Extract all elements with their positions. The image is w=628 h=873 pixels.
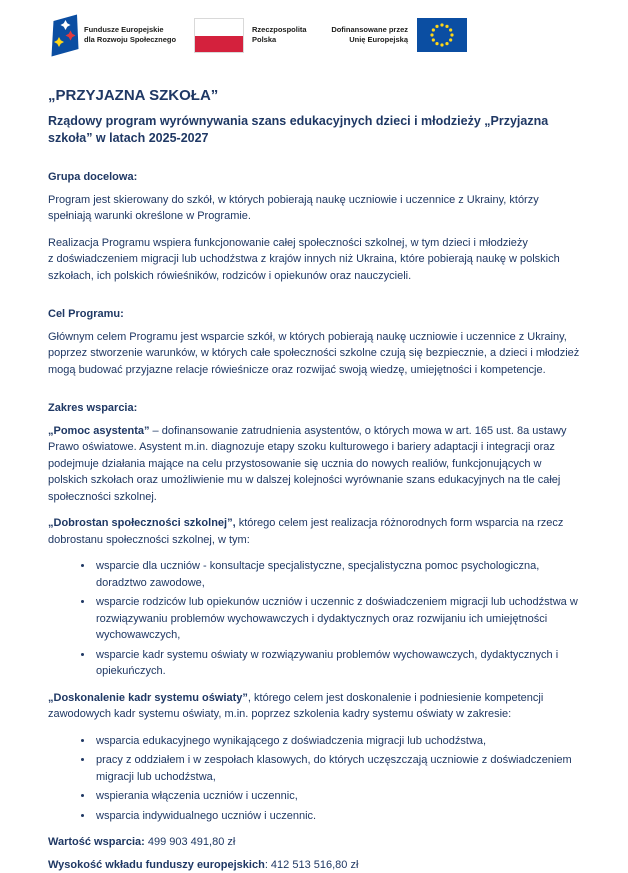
eu-funds-caption-line2: dla Rozwoju Społecznego [84,35,176,45]
eu-contribution-line: Wysokość wkładu funduszy europejskich: 412 513 516,80 zł [48,857,584,873]
eu-contribution-amount: 412 513 516,80 zł [268,859,359,871]
logo-strip [0,0,628,72]
page-subtitle: Rządowy program wyrównywania szans edukacyjnych dzieci i młodzieży „Przyjazna szkoła” w latach 2025-2027 [48,113,584,147]
list-item: • wsparcia edukacyjnego wynikającego z doświadczenia migracji lub uchodźstwa, [94,733,584,750]
poland-caption-line2: Polska [252,35,307,45]
eu-funds-logo-caption [84,25,176,45]
section-heading-scope: Zakres wsparcia: [48,400,584,417]
wellbeing-bullet-list [48,558,584,680]
list-item: • wsparcia indywidualnego uczniów i uczennic. [94,808,584,825]
goal-paragraph: Głównym celem Programu jest wsparcie szkół, w których pobierają naukę uczniowie i uczennice z Ukrainy, poprzez stworzenie warunków, w których całe społeczności szkolne czują się bezpiecznie, a dzieci i młodzież mogą budować przyjazne relacje rówieśnicze oraz rozwijać swoją wiedzę, umiejętności i kompetencje. [48,329,584,379]
eu-cofunded-caption-line1: Dofinansowane przez [305,25,408,35]
list-item: • pracy z oddziałem i w zespołach klasowych, do których uczęszczają uczniowie z doświadczeniem migracji lub uchodźstwa, [94,752,584,785]
list-item: • wspierania włączenia uczniów i uczennic, [94,788,584,805]
eu-contribution-label: Wysokość wkładu funduszy europejskich [48,859,265,871]
page-title: „PRZYJAZNA SZKOŁA” [48,86,584,106]
poland-logo-caption [252,25,307,45]
eu-funds-flag-icon [50,13,80,63]
list-item: • wsparcie dla uczniów - konsultacje specjalistyczne, specjalistyczna pomoc psychologiczna, doradztwo zawodowe, [94,558,584,591]
eu-funds-caption-line1: Fundusze Europejskie [84,25,176,35]
target-group-paragraph-2: Realizacja Programu wspiera funkcjonowanie całej społeczności szkolnej, w tym dzieci i młodzieży z doświadczeniem migracji lub uchodźstwa z krajów innych niż Ukraina, które pobierają naukę w polskich szkołach, ich polskich rówieśników, rodziców i opiekunów oraz nauczycieli. [48,235,584,285]
scope-wellbeing-lead: „Dobrostan społeczności szkolnej”, [48,517,236,529]
poland-flag-icon [195,19,243,52]
list-item: • wsparcie kadr systemu oświaty w rozwiązywaniu problemów wychowawczych, dydaktycznych i opiekuńczych. [94,647,584,680]
target-group-paragraph-1: Program jest skierowany do szkół, w których pobierają naukę uczniowie i uczennice z Ukrainy, którzy spełniają warunki określone w Programie. [48,192,584,225]
scope-assistant-paragraph: „Pomoc asystenta” – dofinansowanie zatrudnienia asystentów, o których mowa w art. 165 ust. 8a ustawy Prawo oświatowe. Asystent m.in. diagnozuje etapy szoku kulturowego i bariery adaptacji i integracji oraz podejmuje działania mające na celu przystosowanie się ucznia do nowych realiów, funkcjonujących w polskich szkołach oraz umożliwienie mu w dalszej kolejności wyrównanie szans edukacyjnych na tle całej społeczności szkolnej. [48,423,584,506]
training-bullet-list [48,733,584,825]
poland-caption-line1: Rzeczpospolita [252,25,307,35]
support-value-label: Wartość wsparcia: [48,836,145,848]
support-value-amount: 499 903 491,80 zł [145,836,236,848]
section-heading-target-group: Grupa docelowa: [48,169,584,186]
eu-cofunded-caption [305,25,408,45]
section-heading-goal: Cel Programu: [48,306,584,323]
scope-training-lead: „Doskonalenie kadr systemu oświaty” [48,692,248,704]
eu-flag-icon [417,18,467,57]
document-content [48,86,584,873]
scope-training-paragraph: „Doskonalenie kadr systemu oświaty”, którego celem jest doskonalenie i podniesienie kompetencji zawodowych kadr systemu oświaty, m.in. poprzez szkolenia kadry systemu oświaty w zakresie: [48,690,584,723]
support-value-line [48,834,584,851]
scope-assistant-lead: „Pomoc asystenta” [48,425,149,437]
eu-cofunded-caption-line2: Unię Europejską [305,35,408,45]
scope-wellbeing-paragraph: „Dobrostan społeczności szkolnej”, którego celem jest realizacja różnorodnych form wsparcia na rzecz dobrostanu społeczności szkolnej, w tym: [48,515,584,548]
list-item: • wsparcie rodziców lub opiekunów uczniów i uczennic z doświadczeniem migracji lub uchodźstwa w rozwiązywaniu problemów wychowawczych i dydaktycznych oraz rozwijaniu ich umiejętności wychowawczych, [94,594,584,644]
